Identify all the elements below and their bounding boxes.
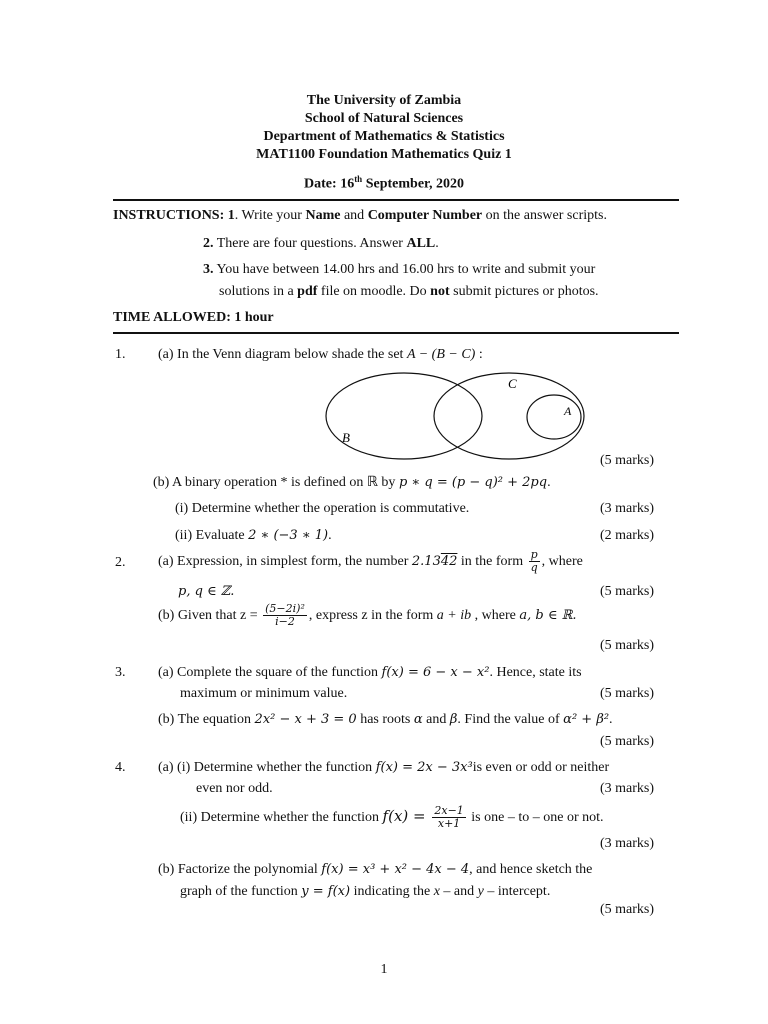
q1-number: 1. (115, 347, 126, 362)
q4ai-rest: is even or odd or neither (472, 760, 610, 775)
q3b-prompt: (b) The equation (158, 712, 255, 727)
instr2-text: There are four questions. Answer (213, 236, 407, 251)
q3b-find: . Find the value of (457, 712, 564, 727)
q1bii-expression: 2 ∗ (−3 ∗ 1) (248, 528, 329, 543)
instr2-num: 2. (203, 236, 214, 251)
date-sup: th (354, 174, 363, 184)
q4aii-marks: (3 marks) (599, 836, 654, 851)
q4aii-frac-den: x+1 (437, 817, 461, 831)
q4ai-function: f(x) = 2x − 3x³ (375, 760, 473, 775)
q4ai-text (158, 760, 609, 776)
q4b-line2-b: indicating the (350, 884, 434, 899)
q3b-beta: β (449, 712, 458, 727)
q4aii-frac-num: 2x−1 (434, 804, 464, 818)
q4b-line2-d: – intercept. (483, 884, 551, 899)
instr3-text-b: solutions in a (219, 284, 298, 299)
q2b-frac-num: (5−2i)² (265, 602, 305, 616)
q2-number: 2. (115, 555, 126, 570)
q3b-alpha: α (413, 712, 423, 727)
venn-label-b: B (342, 430, 350, 445)
q4ai-prompt: (a) (i) Determine whether the function (158, 760, 376, 775)
date-label: Date: (304, 176, 337, 192)
q2a-number-prefix: 2.13 (411, 554, 441, 569)
q1b-definition: p ∗ q = (p − q)² + 2pq (398, 475, 548, 490)
q3b-expression: α² + β² (563, 712, 610, 727)
q2a-fraction (529, 549, 540, 574)
q3a-text (158, 665, 582, 681)
q1bii-text (175, 528, 332, 544)
university-name: The University of Zambia (306, 93, 462, 108)
instr3-text-a: You have between 14.00 hrs and 16.00 hrs to write and submit your (213, 262, 596, 277)
q4b-rest: , and hence sketch the (469, 862, 593, 877)
q2b-frac-den: i−2 (275, 615, 295, 629)
q2b-fraction (263, 603, 307, 628)
instr2-all: ALL (406, 236, 436, 251)
q4ai-marks: (3 marks) (599, 781, 654, 796)
q4b-line2-function: y = f(x) (301, 884, 351, 899)
q3b-marks: (5 marks) (599, 734, 654, 749)
q2b-text (158, 600, 577, 632)
instr2-end: . (435, 236, 439, 251)
instructions-label: INSTRUCTIONS: 1 (113, 208, 235, 223)
q4aii-rest: is one – to – one or not. (467, 810, 604, 825)
q3a-rest: . Hence, state its (489, 665, 582, 680)
school-name: School of Natural Sciences (304, 111, 464, 126)
q4-number: 4. (115, 760, 126, 775)
venn-label-c: C (508, 376, 517, 391)
q1bi-marks: (3 marks) (599, 501, 654, 516)
q2b-form: a + ib (436, 608, 472, 623)
q4b-line2 (180, 884, 550, 900)
q1a-colon: : (475, 347, 483, 362)
q1a-text (158, 347, 483, 363)
q2b-where: , where (471, 608, 520, 623)
instruction-3-line1 (203, 262, 595, 278)
instr3-not: not (430, 284, 450, 299)
instruction-1 (113, 208, 607, 224)
instr3-num: 3. (203, 262, 214, 277)
instr3-text-c: file on moodle. Do (317, 284, 431, 299)
q1a-set: A − (B − C) (406, 347, 476, 362)
q4b-prompt: (b) Factorize the polynomial (158, 862, 322, 877)
q4aii-fraction (432, 805, 465, 830)
q2a-number-repeat: 42 (440, 554, 458, 569)
q3b-text (158, 712, 613, 728)
q2a-form: in the form (457, 554, 527, 569)
q2a-marks: (5 marks) (599, 584, 654, 599)
q3a-marks: (5 marks) (599, 686, 654, 701)
q3-number: 3. (115, 665, 126, 680)
instr3-text-d: submit pictures or photos. (449, 284, 599, 299)
instr1-text-a: . Write your (234, 208, 306, 223)
venn-set-b (326, 373, 482, 459)
header-divider (113, 199, 679, 201)
q4b-marks: (5 marks) (599, 902, 654, 917)
q2b-condition: a, b ∈ ℝ. (519, 608, 577, 623)
instruction-3-line2 (219, 284, 599, 300)
q3b-mid: has roots (356, 712, 414, 727)
venn-diagram (320, 370, 620, 460)
q4b-y: y (477, 884, 484, 899)
q1a-prompt: (a) In the Venn diagram below shade the set (158, 347, 407, 362)
time-allowed: TIME ALLOWED: 1 hour (113, 310, 274, 325)
q3b-end: . (609, 712, 613, 727)
q2a-frac-num: p (530, 548, 538, 562)
department-name: Department of Mathematics & Statistics (263, 129, 505, 144)
q2a-where: , where (541, 554, 583, 569)
instruction-2 (203, 236, 439, 252)
instr1-and: and (340, 208, 368, 223)
date-rest: September, 2020 (365, 176, 464, 192)
q4b-x: x (433, 884, 440, 899)
q1bii-prompt: (ii) Evaluate (175, 528, 249, 543)
q2a-frac-den: q (530, 561, 538, 575)
instructions-divider (113, 332, 679, 334)
q1b-text (153, 474, 551, 491)
q4ai-line2: even nor odd. (196, 781, 273, 796)
q2b-rest: , express z in the form (308, 608, 437, 623)
q4aii-prompt: (ii) Determine whether the function (180, 810, 383, 825)
q1b-prompt: (b) A binary operation * is defined on ℝ by (153, 475, 399, 490)
q3a-line2: maximum or minimum value. (180, 686, 348, 701)
q4aii-text (180, 800, 604, 834)
q4b-text (158, 862, 592, 878)
q2b-marks: (5 marks) (599, 638, 654, 653)
instr1-computer-number: Computer Number (367, 208, 483, 223)
venn-label-a: A (564, 404, 572, 418)
q4b-line2-c: – and (439, 884, 478, 899)
q2b-prompt: (b) Given that z = (158, 608, 262, 623)
instr1-end: on the answer scripts. (482, 208, 607, 223)
q2a-line2: p, q ∈ ℤ. (178, 584, 235, 599)
course-title: MAT1100 Foundation Mathematics Quiz 1 (256, 147, 512, 162)
quiz-date (0, 174, 768, 193)
q4aii-function: f(x) = (382, 807, 431, 825)
instr3-pdf: pdf (297, 284, 318, 299)
q4b-line2-a: graph of the function (180, 884, 302, 899)
venn-set-a (527, 395, 581, 439)
q1bi-text: (i) Determine whether the operation is commutative. (175, 501, 470, 516)
q4b-function: f(x) = x³ + x² − 4x − 4 (321, 862, 470, 877)
q1a-marks: (5 marks) (599, 453, 654, 468)
instr1-name: Name (305, 208, 341, 223)
q2a-text (158, 546, 583, 578)
q3a-prompt: (a) Complete the square of the function (158, 665, 382, 680)
q2a-prompt: (a) Expression, in simplest form, the number (158, 554, 412, 569)
q3b-equation: 2x² − x + 3 = 0 (254, 712, 357, 727)
q1bii-end: . (328, 528, 332, 543)
date-day: 16 (340, 176, 355, 192)
q1bii-marks: (2 marks) (599, 528, 654, 543)
q3a-function: f(x) = 6 − x − x² (381, 665, 490, 680)
page-number: 1 (380, 962, 388, 977)
q1b-end: . (547, 475, 551, 490)
q3b-and: and (422, 712, 450, 727)
